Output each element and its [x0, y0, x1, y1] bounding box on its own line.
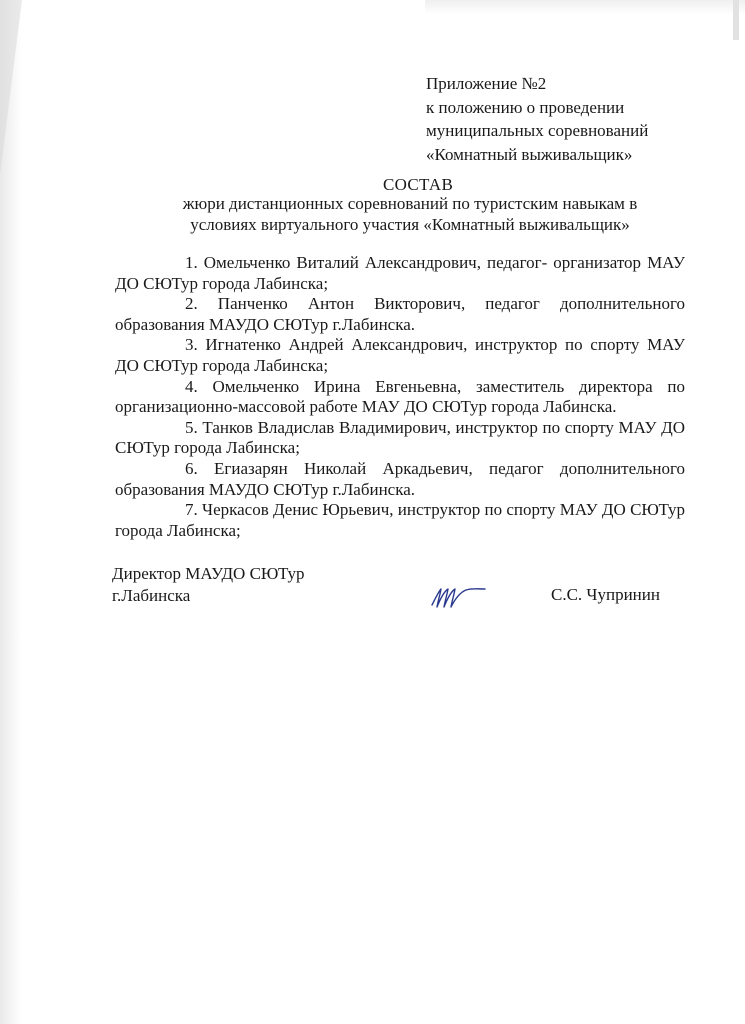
- jury-member-item: 2. Панченко Антон Викторович, педагог дополнительного образования МАУДО СЮТур г.Лабинска.: [115, 294, 685, 334]
- signatory-title: Директор МАУДО СЮТур: [112, 564, 305, 583]
- appendix-line: к положению о проведении: [426, 97, 625, 117]
- jury-member-item: 4. Омельченко Ирина Евгеньевна, заместитель директора по организационно-массовой работе МАУ ДО СЮТур города Лабинска.: [115, 376, 685, 417]
- appendix-line: муниципальных соревнований: [426, 121, 649, 140]
- scan-top-edge: [425, 0, 745, 14]
- jury-member-item: 5. Танков Владислав Владимирович, инструктор по спорту МАУ ДО СЮТур города Лабинска;: [115, 417, 685, 458]
- jury-member-list: [115, 253, 685, 541]
- signatory-name: С.С. Чупринин: [551, 585, 660, 604]
- appendix-line: «Комнатный выживальщик»: [426, 144, 633, 164]
- document-subtitle: жюри дистанционных соревнований по туристским навыкам в условиях виртуального участия «Комнатный выживальщик»: [182, 194, 638, 234]
- signatory-position: [112, 563, 305, 607]
- appendix-note: [426, 72, 648, 166]
- signatory-city: г.Лабинска: [112, 586, 191, 605]
- appendix-number: Приложение №2: [426, 74, 547, 93]
- jury-member-item: 1. Омельченко Виталий Александрович, педагог- организатор МАУ ДО СЮТур города Лабинска;: [115, 253, 685, 293]
- document-title: СОСТАВ: [383, 175, 454, 194]
- jury-member-item: 3. Игнатенко Андрей Александрович, инструктор по спорту МАУ ДО СЮТур города Лабинска;: [115, 335, 685, 375]
- handwritten-signature: [428, 583, 488, 611]
- scan-right-mark: [733, 0, 739, 40]
- jury-member-item: 6. Егиазарян Николай Аркадьевич, педагог дополнительного образования МАУДО СЮТур г.Лабинска.: [115, 458, 685, 499]
- scan-folded-corner: [0, 0, 22, 175]
- jury-member-item: 7. Черкасов Денис Юрьевич, инструктор по спорту МАУ ДО СЮТур города Лабинска;: [115, 500, 685, 540]
